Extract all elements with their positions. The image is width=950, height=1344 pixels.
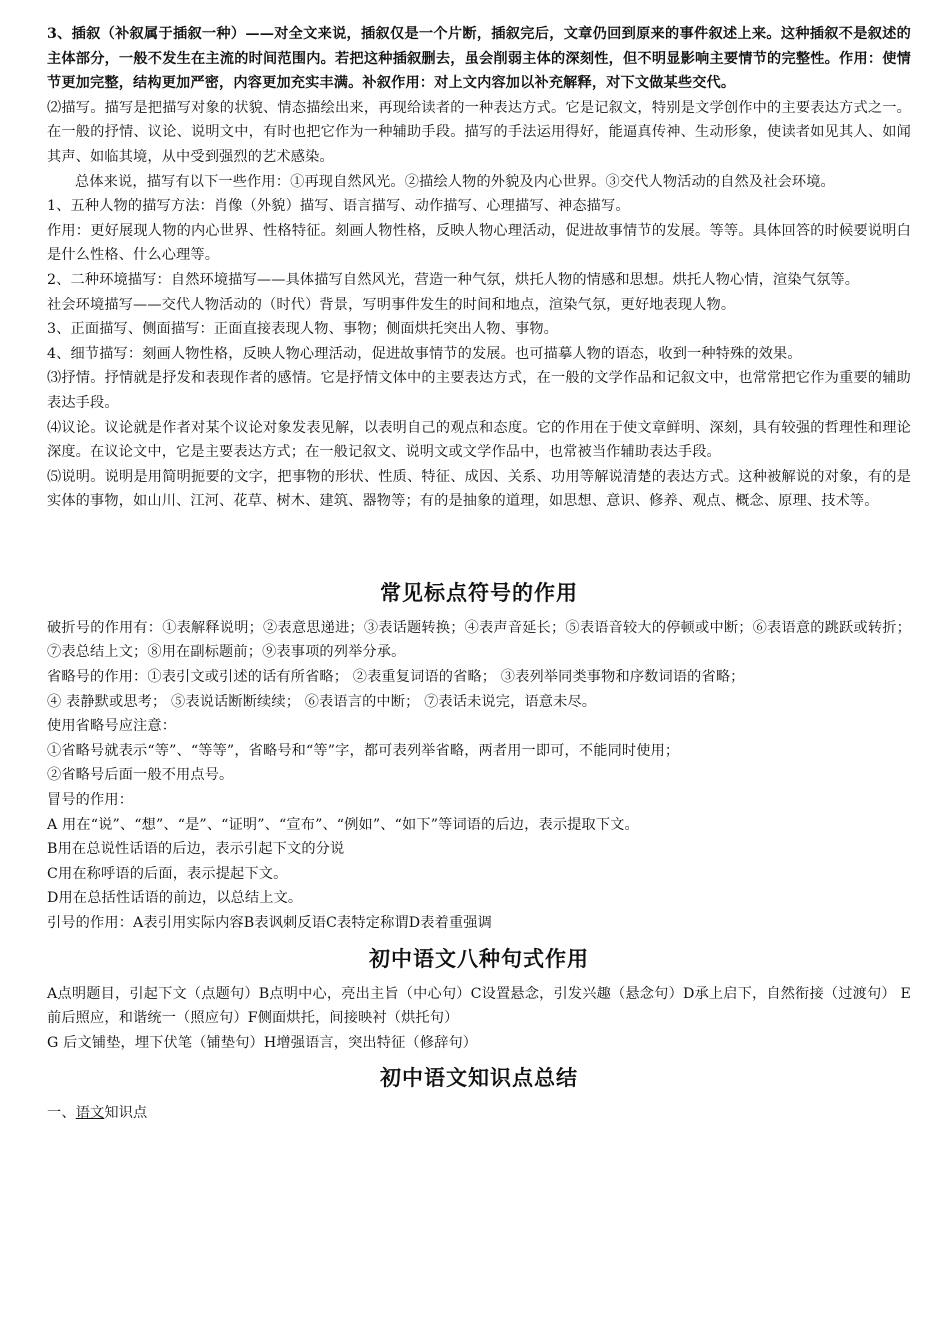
document-page xyxy=(47,22,911,1126)
paragraph-description-functions: 总体来说，描写有以下一些作用：①再现自然风光。②描绘人物的外貌及内心世界。③交代人物活动的自然及社会环境。 xyxy=(75,173,835,190)
list-item-knowledge xyxy=(47,1101,911,1126)
paragraph-sentence-types-2: G 后文铺垫，埋下伏笔（铺垫句）H增强语言，突出特征（修辞句） xyxy=(47,1034,478,1051)
paragraph-exposition: ⑸说明。说明是用简明扼要的文字，把事物的形状、性质、特征、成因、关系、功用等解说清楚的表达方式。这种被解说的对象，有的是实体的事物，如山川、江河、花草、树木、建筑、器物等；有的是抽象的道理，如思想、意识、修养、观点、概念、原理、技术等。 xyxy=(47,468,911,510)
heading-knowledge-summary: 初中语文知识点总结 xyxy=(380,1065,578,1091)
paragraph-dash: 破折号的作用有：①表解释说明；②表意思递进；③表话题转换；④表声音延长；⑤表语音较大的停顿或中断；⑥表语意的跳跃或转折；⑦表总结上文；⑧用在副标题前；⑨表事项的列举分承。 xyxy=(47,619,911,661)
paragraph-ellipsis-1: 省略号的作用：①表引文或引述的话有所省略； ②表重复词语的省略； ③表列举同类事物和序数词语的省略； xyxy=(47,669,745,686)
paragraph-description: ⑵描写。描写是把描写对象的状貌、情态描绘出来，再现给读者的一种表达方式。它是记叙文，特别是文学创作中的主要表达方式之一。在一般的抒情、议论、说明文中，有时也把它作为一种辅助手段。描写的手法运用得好，能逼真传神、生动形象，使读者如见其人、如闻其声、如临其境，从中受到强烈的艺术感染。 xyxy=(47,99,911,165)
paragraph-colon-d: D用在总括性话语的前边，以总结上文。 xyxy=(47,890,303,907)
heading-sentence-types: 初中语文八种句式作用 xyxy=(369,945,589,971)
section-spacer xyxy=(47,514,911,576)
paragraph-ellipsis-2: ④ 表静默或思考； ⑤表说话断断续续； ⑥表语言的中断； ⑦表话未说完，语意未尽。 xyxy=(47,693,597,710)
paragraph-character-effect: 作用：更好展现人物的内心世界、性格特征。刻画人物性格，反映人物心理活动，促进故事情节的发展。等等。具体回答的时候要说明白是什么性格、什么心理等。 xyxy=(47,222,911,264)
heading-punctuation: 常见标点符号的作用 xyxy=(380,579,578,605)
list-item-suffix: 知识点 xyxy=(104,1105,148,1122)
paragraph-character-methods: 1、五种人物的描写方法：肖像（外貌）描写、语言描写、动作描写、心理描写、神态描写。 xyxy=(47,198,630,215)
paragraph-ellipsis-note-2: ②省略号后面一般不用点号。 xyxy=(47,767,234,784)
paragraph-detail: 4、细节描写：刻画人物性格，反映人物心理活动，促进故事情节的发展。也可描摹人物的语态，收到一种特殊的效果。 xyxy=(47,345,802,362)
paragraph-ellipsis-note: 使用省略号应注意： xyxy=(47,718,177,735)
paragraph-ellipsis-note-1: ①省略号就表示“等”、“等等”，省略号和“等”字，都可表列举省略，两者用一即可，不能同时使用； xyxy=(47,742,680,759)
paragraph-lyric: ⑶抒情。抒情就是抒发和表现作者的感情。它是抒情文体中的主要表达方式，在一般的文学作品和记叙文中，也常常把它作为重要的辅助表达手段。 xyxy=(47,370,911,411)
paragraph-sentence-types-1: A点明题目，引起下文（点题句）B点明中心，亮出主旨（中心句）C设置悬念，引发兴趣（悬念句）D承上启下，自然衔接（过渡句） E前后照应，和谐统一（照应句）F侧面烘托，间接映衬（烘托句） xyxy=(47,985,911,1027)
paragraph-flashback: 3、插叙（补叙属于插叙一种）——对全文来说，插叙仅是一个片断，插叙完后，文章仍回到原来的事件叙述上来。这种插叙不是叙述的主体部分，一般不发生在主流的时间范围内。若把这种插叙删去，虽会削弱主体的深刻性，但不明显影响主要情节的完整性。作用：使情节更加完整，结构更加严密，内容更加充实丰满。补叙作用：对上文内容加以补充解释，对下文做某些交代。 xyxy=(47,26,911,92)
paragraph-social-environment: 社会环境描写——交代人物活动的（时代）背景，写明事件发生的时间和地点，渲染气氛，更好地表现人物。 xyxy=(47,296,736,313)
paragraph-colon-c: C用在称呼语的后面，表示提起下文。 xyxy=(47,865,288,882)
paragraph-colon-b: B用在总说性话语的后边，表示引起下文的分说 xyxy=(47,841,345,858)
paragraph-environment: 2、二种环境描写：自然环境描写——具体描写自然风光，营造一种气氛，烘托人物的情感和思想。烘托人物心情，渲染气氛等。 xyxy=(47,271,860,288)
paragraph-direct-indirect: 3、正面描写、侧面描写：正面直接表现人物、事物；侧面烘托突出人物、事物。 xyxy=(47,321,558,338)
paragraph-colon: 冒号的作用： xyxy=(47,792,134,809)
paragraph-argument: ⑷议论。议论就是作者对某个议论对象发表见解，以表明自己的观点和态度。它的作用在于使文章鲜明、深刻，具有较强的哲理性和理论深度。在议论文中，它是主要表达方式；在一般记叙文、说明文或文学作品中，也常被当作辅助表达手段。 xyxy=(47,419,911,461)
paragraph-colon-a: A 用在“说”、“想”、“是”、“证明”、“宣布”、“例如”、“如下”等词语的后边，表示提取下文。 xyxy=(47,816,639,833)
chinese-link[interactable]: 语文 xyxy=(75,1105,105,1122)
paragraph-quotes: 引号的作用：A表引用实际内容B表讽刺反语C表特定称谓D表着重强调 xyxy=(47,915,492,931)
list-item-prefix: 一、 xyxy=(47,1105,76,1122)
